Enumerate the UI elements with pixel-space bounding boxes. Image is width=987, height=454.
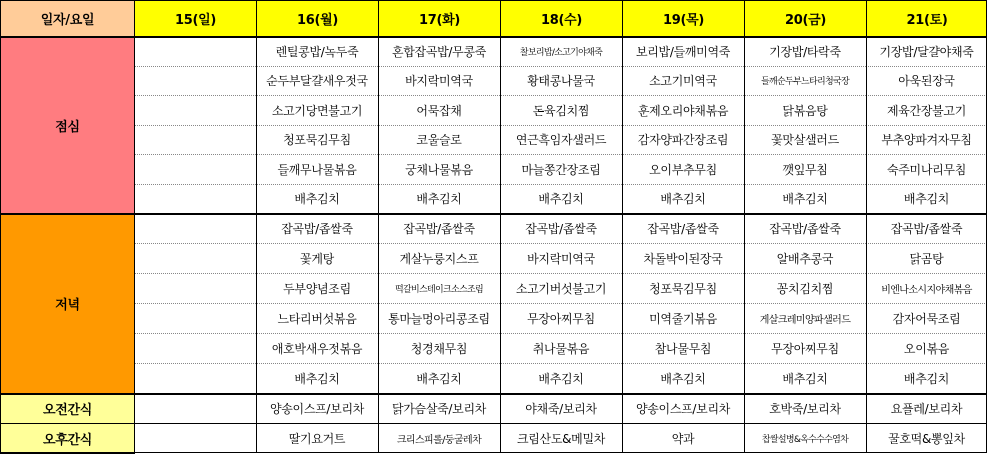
menu-item: 통마늘멍아리콩조림 xyxy=(388,311,490,326)
menu-item: 찰보리밥/소고기야채죽 xyxy=(519,47,603,58)
row-divider xyxy=(378,154,500,155)
row-divider xyxy=(866,95,987,96)
menu-item: 크리스피롤/둥굴레차 xyxy=(396,434,482,446)
menu-item xyxy=(134,393,256,423)
menu-item: 보리밥/들깨미역죽 xyxy=(635,44,731,59)
row-divider xyxy=(378,95,500,96)
menu-item xyxy=(134,66,256,95)
row-divider xyxy=(622,125,744,126)
menu-item: 배추김치 xyxy=(660,371,706,386)
menu-item: 꿀호떡&뽕잎차 xyxy=(888,431,965,446)
menu-item: 마늘쫑간장조림 xyxy=(521,162,601,177)
menu-item: 소고기당면불고기 xyxy=(271,103,363,118)
row-divider xyxy=(622,273,744,274)
menu-item: 닭가슴살죽/보리차 xyxy=(391,401,487,416)
row-divider xyxy=(134,95,256,96)
row-divider xyxy=(744,66,866,67)
menu-item: 잡곡밥/좁쌀죽 xyxy=(525,221,597,236)
row-divider xyxy=(866,184,987,185)
menu-item: 참나물무침 xyxy=(654,341,712,356)
menu-item: 오이볶음 xyxy=(903,341,950,356)
row-divider xyxy=(500,243,622,244)
menu-item: 미역줄기볶음 xyxy=(649,311,717,326)
menu-item: 양송이스프/보리차 xyxy=(269,401,365,416)
column-border xyxy=(134,0,135,453)
menu-item: 혼합잡곡밥/무콩죽 xyxy=(391,44,487,59)
menu-item: 두부양념조림 xyxy=(283,281,351,296)
row-divider xyxy=(744,184,866,185)
menu-item: 훈제오리야채볶음 xyxy=(637,103,729,118)
menu-item: 들깨무나물볶음 xyxy=(277,162,357,177)
row-divider xyxy=(134,125,256,126)
menu-item: 렌틸콩밥/녹두죽 xyxy=(275,44,359,59)
menu-item: 약과 xyxy=(671,431,695,446)
row-divider xyxy=(866,363,987,364)
menu-item: 배추김치 xyxy=(660,192,706,206)
row-border xyxy=(0,36,987,38)
row-divider xyxy=(378,243,500,244)
row-divider xyxy=(622,243,744,244)
menu-item: 잡곡밥/좁쌀죽 xyxy=(403,221,475,236)
row-divider xyxy=(500,184,622,185)
menu-item: 배추김치 xyxy=(782,192,828,206)
row-divider xyxy=(744,303,866,304)
menu-item xyxy=(134,154,256,184)
row-divider xyxy=(744,273,866,274)
header-corner: 일자/요일 xyxy=(0,0,135,37)
row-divider xyxy=(134,66,256,67)
header-day-5: 20(금) xyxy=(744,0,867,37)
row-divider xyxy=(866,66,987,67)
menu-item: 바지락미역국 xyxy=(405,74,473,88)
menu-item: 배추김치 xyxy=(416,192,462,206)
row-divider xyxy=(256,66,378,67)
row-divider xyxy=(134,243,256,244)
menu-item: 닭곰탕 xyxy=(909,251,944,266)
menu-item xyxy=(134,363,256,393)
menu-item: 야채죽/보리차 xyxy=(525,401,597,416)
menu-item xyxy=(134,95,256,125)
row-divider xyxy=(256,273,378,274)
menu-item: 비엔나소시지야채볶음 xyxy=(881,284,972,296)
menu-item: 게살크레미양파샐러드 xyxy=(759,314,851,326)
row-divider xyxy=(866,303,987,304)
menu-item: 소고기버섯불고기 xyxy=(515,281,607,296)
menu-item: 연근흑임자샐러드 xyxy=(515,133,607,147)
menu-item: 배추김치 xyxy=(294,192,340,206)
menu-item: 황태콩나물국 xyxy=(527,74,595,88)
menu-item: 배추김치 xyxy=(903,192,950,206)
menu-item: 차돌박이된장국 xyxy=(643,251,723,266)
menu-item: 크림산도&메밀차 xyxy=(516,431,606,446)
row-divider xyxy=(134,333,256,334)
menu-item: 무장아찌무침 xyxy=(527,311,595,326)
row-divider xyxy=(134,303,256,304)
menu-item: 잡곡밥/좁쌀죽 xyxy=(890,221,963,236)
menu-item: 느타리버섯볶음 xyxy=(277,311,357,326)
section-label-1: 저녁 xyxy=(0,213,135,394)
menu-item: 청포묵김무침 xyxy=(283,133,351,147)
row-divider xyxy=(256,363,378,364)
menu-item: 기장밥/달걀야채죽 xyxy=(879,44,974,59)
row-divider xyxy=(256,154,378,155)
menu-item xyxy=(134,273,256,303)
row-divider xyxy=(500,363,622,364)
column-border xyxy=(378,0,379,453)
menu-item: 배추김치 xyxy=(903,371,950,386)
menu-item: 잡곡밥/좁쌀죽 xyxy=(647,221,719,236)
section-label-2: 오전간식 xyxy=(0,393,135,424)
menu-item: 알배추콩국 xyxy=(776,251,834,266)
row-divider xyxy=(256,243,378,244)
menu-item: 어묵잡채 xyxy=(416,103,462,118)
menu-item: 찹쌀설병&옥수수수염차 xyxy=(761,434,849,445)
menu-item: 닭볶음탕 xyxy=(782,103,828,118)
row-divider xyxy=(378,333,500,334)
row-divider xyxy=(378,363,500,364)
row-divider xyxy=(134,154,256,155)
column-border xyxy=(256,0,257,453)
column-border xyxy=(622,0,623,453)
row-divider xyxy=(500,125,622,126)
menu-item: 청포묵김무침 xyxy=(649,281,717,296)
row-divider xyxy=(744,95,866,96)
menu-item: 배추김치 xyxy=(416,371,462,386)
menu-item xyxy=(134,36,256,66)
menu-item: 제육간장불고기 xyxy=(886,103,967,118)
section-label-3: 오후간식 xyxy=(0,423,135,454)
row-border xyxy=(0,423,987,424)
menu-item: 돈육김치찜 xyxy=(532,103,590,118)
row-divider xyxy=(744,154,866,155)
menu-item: 호박죽/보리차 xyxy=(769,401,841,416)
menu-item: 꽃맛살샐러드 xyxy=(771,133,839,147)
menu-item: 부추양파겨자무침 xyxy=(881,133,972,147)
row-divider xyxy=(622,154,744,155)
menu-item: 배추김치 xyxy=(538,371,584,386)
menu-item: 애호박새우젓볶음 xyxy=(271,341,363,356)
menu-item: 순두부달걀새우젓국 xyxy=(266,74,368,88)
header-day-6: 21(토) xyxy=(866,0,987,37)
menu-item: 취나물볶음 xyxy=(532,341,590,356)
menu-item: 아욱된장국 xyxy=(898,74,955,88)
row-divider xyxy=(134,363,256,364)
menu-item: 깻잎무침 xyxy=(782,162,828,177)
row-divider xyxy=(622,363,744,364)
row-divider xyxy=(744,125,866,126)
menu-item xyxy=(134,125,256,154)
menu-item xyxy=(134,423,256,453)
row-divider xyxy=(134,184,256,185)
row-divider xyxy=(866,243,987,244)
column-border xyxy=(744,0,745,453)
menu-item xyxy=(134,243,256,273)
row-divider xyxy=(378,303,500,304)
menu-item: 양송이스프/보리차 xyxy=(635,401,731,416)
menu-item xyxy=(134,213,256,243)
menu-item: 잡곡밥/좁쌀죽 xyxy=(769,221,841,236)
header-day-2: 17(화) xyxy=(378,0,501,37)
row-divider xyxy=(378,66,500,67)
menu-item: 바지락미역국 xyxy=(527,251,595,266)
menu-item: 떡갈비스테이크소스조림 xyxy=(395,284,483,295)
menu-item: 배추김치 xyxy=(538,192,584,206)
menu-item: 기장밥/타락죽 xyxy=(769,44,841,59)
column-border xyxy=(500,0,501,453)
menu-item: 소고기미역국 xyxy=(649,74,717,88)
menu-item: 딸기요거트 xyxy=(288,431,346,446)
row-divider xyxy=(744,243,866,244)
row-divider xyxy=(622,303,744,304)
menu-item: 꽁치김치찜 xyxy=(776,281,834,296)
menu-item: 요플레/보리차 xyxy=(890,401,963,416)
row-divider xyxy=(256,303,378,304)
menu-item: 배추김치 xyxy=(782,371,828,386)
row-border xyxy=(0,0,987,1)
row-divider xyxy=(500,333,622,334)
menu-item: 청경채무침 xyxy=(410,341,468,356)
row-divider xyxy=(500,303,622,304)
row-divider xyxy=(744,363,866,364)
menu-item: 숙주미나리무침 xyxy=(886,162,967,177)
menu-item: 꽃게탕 xyxy=(300,251,334,266)
row-divider xyxy=(378,125,500,126)
menu-item: 무장아찌무침 xyxy=(771,341,839,356)
menu-item: 배추김치 xyxy=(294,371,340,386)
row-divider xyxy=(378,184,500,185)
menu-item: 감자어묵조림 xyxy=(892,311,961,326)
row-divider xyxy=(256,95,378,96)
menu-item: 들깨순두부느타리청국장 xyxy=(761,77,849,87)
row-divider xyxy=(866,333,987,334)
menu-item xyxy=(134,184,256,213)
row-divider xyxy=(866,125,987,126)
row-divider xyxy=(866,273,987,274)
menu-item: 오이부추무침 xyxy=(649,162,717,177)
row-divider xyxy=(500,273,622,274)
header-day-3: 18(수) xyxy=(500,0,623,37)
column-border xyxy=(866,0,867,453)
row-divider xyxy=(866,154,987,155)
menu-item: 코울슬로 xyxy=(416,133,462,147)
row-divider xyxy=(500,66,622,67)
row-divider xyxy=(500,154,622,155)
row-border xyxy=(0,393,987,395)
menu-item: 감자양파간장조림 xyxy=(637,133,729,147)
row-divider xyxy=(500,95,622,96)
row-divider xyxy=(622,184,744,185)
header-day-0: 15(일) xyxy=(134,0,257,37)
header-day-4: 19(목) xyxy=(622,0,745,37)
row-divider xyxy=(622,66,744,67)
row-border xyxy=(0,213,987,215)
menu-item xyxy=(134,333,256,363)
header-day-1: 16(월) xyxy=(256,0,379,37)
column-border xyxy=(0,0,1,453)
row-divider xyxy=(622,95,744,96)
menu-item: 잡곡밥/좁쌀죽 xyxy=(281,221,353,236)
row-divider xyxy=(744,333,866,334)
row-divider xyxy=(378,273,500,274)
menu-item xyxy=(134,303,256,333)
section-label-0: 점심 xyxy=(0,36,135,214)
row-divider xyxy=(256,125,378,126)
menu-item: 게살누룽지스프 xyxy=(399,251,479,266)
row-divider xyxy=(256,333,378,334)
row-divider xyxy=(622,333,744,334)
menu-item: 궁채나물볶음 xyxy=(405,162,473,177)
row-divider xyxy=(256,184,378,185)
row-divider xyxy=(134,273,256,274)
